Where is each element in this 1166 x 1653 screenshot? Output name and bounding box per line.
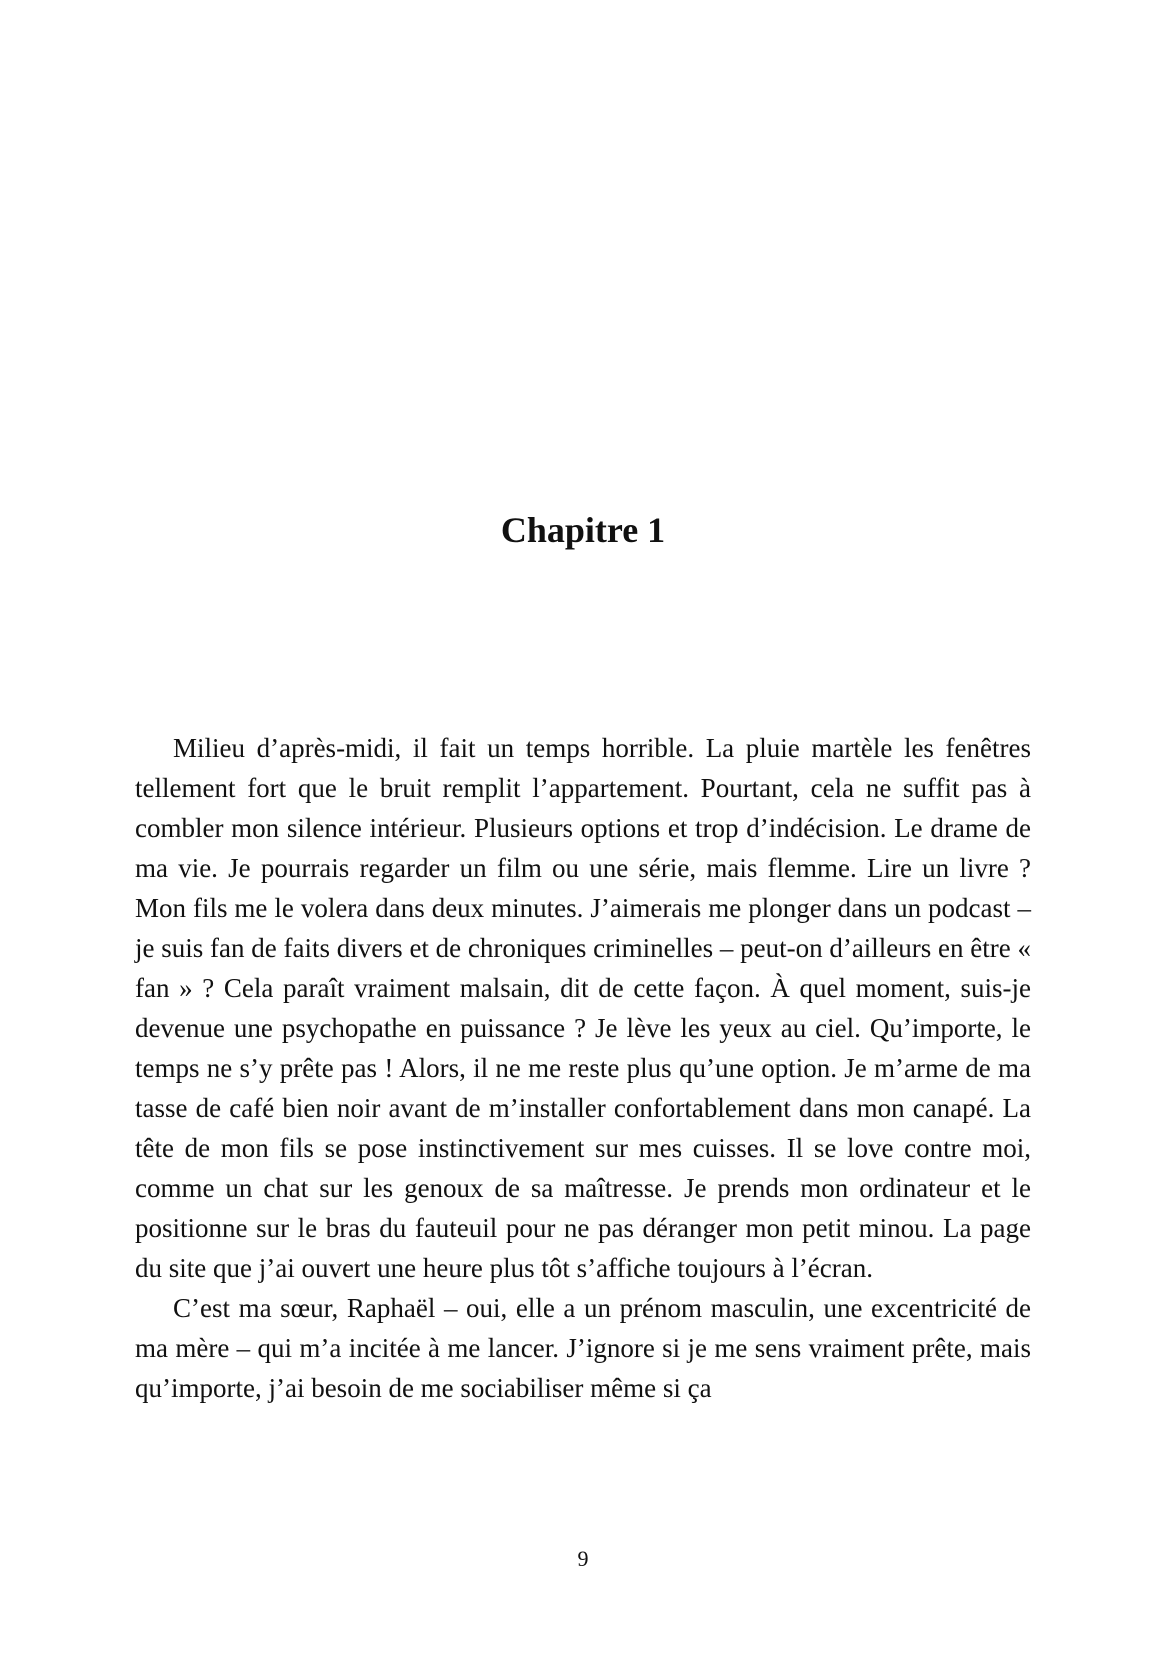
chapter-body: [135, 728, 1031, 1408]
chapter-title: Chapitre 1: [500, 510, 666, 550]
page-number: 9: [577, 1546, 589, 1571]
paragraph: Milieu d’après-midi, il fait un temps horrible. La pluie martèle les fenêtres tellement fort que le bruit remplit l’appartement. Pourtant, cela ne suffit pas à combler mon silence intérieur. Plusieurs options et trop d’indécision. Le drame de ma vie. Je pourrais regarder un film ou une série, mais flemme. Lire un livre ? Mon fils me le volera dans deux minutes. J’aimerais me plonger dans un podcast – je suis fan de faits divers et de chroniques criminelles – peut-on d’ailleurs en être « fan » ? Cela paraît vraiment malsain, dit de cette façon. À quel moment, suis-je devenue une psychopathe en puissance ? Je lève les yeux au ciel. Qu’importe, le temps ne s’y prête pas ! Alors, il ne me reste plus qu’une option. Je m’arme de ma tasse de café bien noir avant de m’installer confortablement dans mon canapé. La tête de mon fils se pose instinctivement sur mes cuisses. Il se love contre moi, comme un chat sur les genoux de sa maîtresse. Je prends mon ordinateur et le positionne sur le bras du fauteuil pour ne pas déranger mon petit minou. La page du site que j’ai ouvert une heure plus tôt s’affiche toujours à l’écran.: [135, 733, 1031, 1283]
paragraph: C’est ma sœur, Raphaël – oui, elle a un prénom masculin, une excentricité de ma mère – qui m’a incitée à me lancer. J’ignore si je me sens vraiment prête, mais qu’importe, j’ai besoin de me sociabiliser même si ça: [135, 1293, 1031, 1403]
